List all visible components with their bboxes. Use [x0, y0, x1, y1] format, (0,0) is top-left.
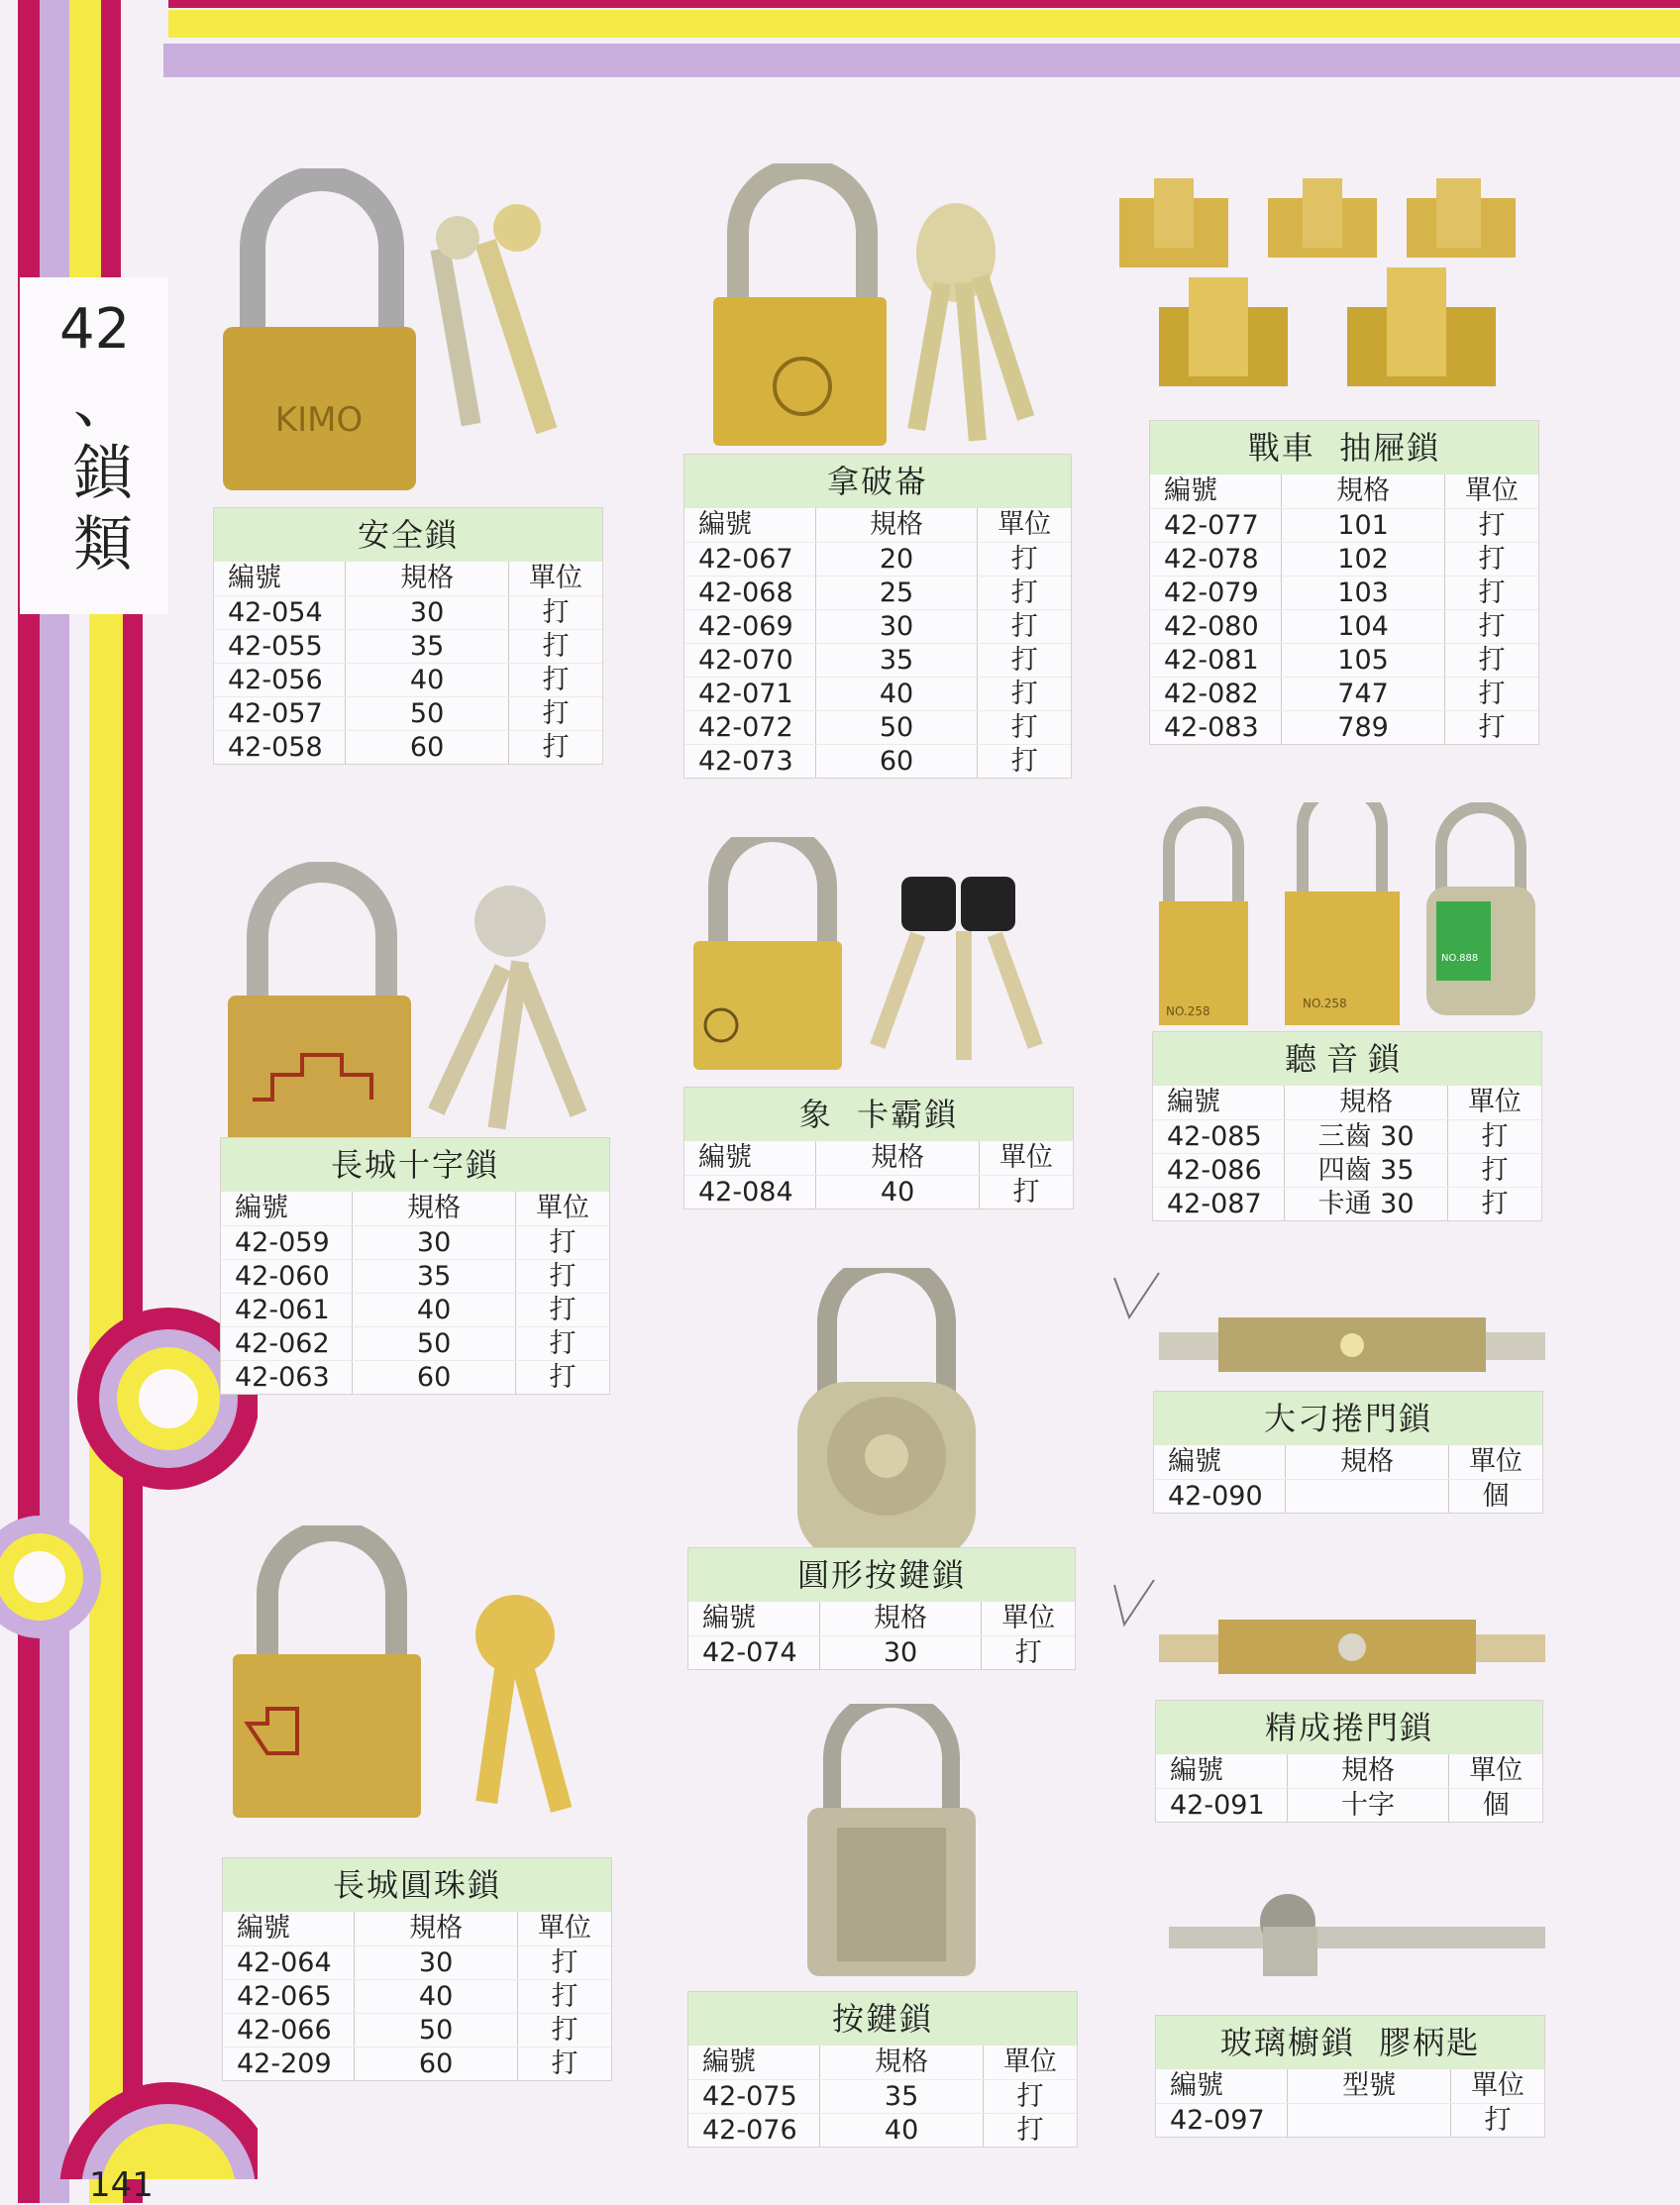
table-row	[1150, 609, 1538, 643]
cell-code: 42-077	[1150, 509, 1282, 542]
cell-spec: 50	[816, 711, 979, 744]
section-separator: 、	[73, 368, 133, 437]
table-row	[1153, 1119, 1541, 1153]
header-code: 編號	[684, 508, 816, 542]
kimo-padlock-photo	[198, 168, 614, 495]
product-table-elephant-lock	[683, 1087, 1074, 1209]
cell-unit: 打	[1478, 645, 1506, 676]
header-spec: 規格	[1282, 474, 1445, 508]
top-lavender-band	[163, 44, 1680, 77]
header-code: 編號	[684, 1141, 816, 1175]
cell-unit: 打	[1478, 578, 1506, 608]
cell-unit: 打	[551, 2015, 578, 2046]
cell-spec: 50	[355, 2014, 518, 2047]
table-header	[684, 508, 1071, 542]
cell-spec: 50	[353, 1327, 516, 1360]
cell-spec: 40	[353, 1294, 516, 1326]
header-spec: 規格	[353, 1192, 516, 1225]
table-row	[688, 2113, 1077, 2147]
cell-spec: 101	[1282, 509, 1445, 542]
cell-unit: 打	[1478, 544, 1506, 575]
cell-spec: 卡通 30	[1285, 1188, 1448, 1220]
cell-unit: 打	[1010, 544, 1038, 575]
cell-unit: 個	[1482, 1481, 1510, 1512]
header-spec: 規格	[816, 1141, 980, 1175]
header-model: 型號	[1288, 2069, 1451, 2103]
header-unit: 單位	[537, 1913, 591, 1943]
cell-code: 42-086	[1153, 1154, 1285, 1187]
cell-code: 42-087	[1153, 1188, 1285, 1220]
header-code: 編號	[1150, 474, 1282, 508]
table-header	[1156, 1754, 1542, 1788]
table-title: 按鍵鎖	[688, 1992, 1077, 2046]
cell-spec: 103	[1282, 577, 1445, 609]
cell-spec: 60	[353, 1361, 516, 1394]
combo-label-1: NO.258	[1166, 1004, 1210, 1018]
table-row	[221, 1225, 609, 1259]
cell-code: 42-069	[684, 610, 816, 643]
header-unit: 單位	[1469, 1755, 1523, 1786]
table-row	[1153, 1187, 1541, 1220]
cell-unit: 個	[1482, 1790, 1510, 1821]
cell-unit: 打	[1481, 1189, 1509, 1219]
cell-code: 42-065	[223, 1980, 355, 2013]
table-header	[1154, 1445, 1542, 1479]
cell-unit: 打	[542, 732, 570, 763]
table-row	[684, 710, 1071, 744]
header-code: 編號	[688, 2046, 820, 2079]
product-table-round-button-lock	[687, 1547, 1076, 1670]
great-wall-cross-padlock-photo	[213, 862, 629, 1149]
header-code: 編號	[1153, 1086, 1285, 1119]
table-row	[1150, 710, 1538, 744]
drawer-lock-photo	[1109, 168, 1565, 396]
cell-code: 42-059	[221, 1226, 353, 1259]
cell-unit: 打	[1010, 578, 1038, 608]
product-table-safety-lock	[213, 507, 603, 765]
cell-spec: 30	[346, 596, 509, 629]
table-row	[223, 2013, 611, 2047]
cell-code: 42-080	[1150, 610, 1282, 643]
section-title	[73, 367, 143, 580]
table-title: 大刁捲門鎖	[1154, 1392, 1542, 1445]
table-row	[1156, 2103, 1544, 2137]
cell-unit: 打	[551, 1981, 578, 2012]
cell-unit: 打	[1010, 712, 1038, 743]
table-row	[688, 1635, 1075, 1669]
napoleon-padlock-photo	[693, 163, 1070, 451]
cell-code: 42-084	[684, 1176, 816, 1208]
cell-spec: 102	[1282, 543, 1445, 576]
product-table-listening-lock	[1152, 1031, 1542, 1221]
table-title: 玻璃櫥鎖 膠柄匙	[1156, 2016, 1544, 2069]
header-code: 編號	[214, 562, 346, 595]
header-unit: 單位	[1467, 1087, 1522, 1117]
cell-unit: 打	[549, 1227, 577, 1258]
cell-unit: 打	[1014, 1637, 1042, 1668]
table-row	[684, 677, 1071, 710]
cell-unit: 打	[542, 631, 570, 662]
header-code: 編號	[1156, 2069, 1288, 2103]
table-row	[214, 730, 602, 764]
table-title: 拿破崙	[684, 455, 1071, 508]
cell-code: 42-076	[688, 2114, 820, 2147]
cell-unit: 打	[1010, 746, 1038, 777]
product-table-napoleon	[683, 454, 1072, 779]
cell-spec: 三齒 30	[1285, 1120, 1448, 1153]
left-yellow-stripe	[69, 0, 101, 277]
cell-spec: 747	[1282, 678, 1445, 710]
header-code: 編號	[223, 1912, 355, 1945]
decor-circles	[0, 1288, 258, 2179]
cell-code: 42-056	[214, 664, 346, 696]
cell-spec: 四齒 35	[1285, 1154, 1448, 1187]
table-title: 象 卡霸鎖	[684, 1088, 1073, 1141]
table-row	[221, 1259, 609, 1293]
header-spec: 規格	[1285, 1086, 1448, 1119]
cell-unit: 打	[1478, 510, 1506, 541]
table-row	[221, 1293, 609, 1326]
cell-unit: 打	[549, 1295, 577, 1325]
table-title: 精成捲門鎖	[1156, 1701, 1542, 1754]
table-row	[1150, 542, 1538, 576]
table-row	[684, 1175, 1073, 1208]
header-unit: 單位	[1002, 2047, 1057, 2077]
table-row	[221, 1360, 609, 1394]
cell-code: 42-067	[684, 543, 816, 576]
header-spec: 規格	[1286, 1445, 1449, 1479]
cell-spec	[1286, 1480, 1449, 1513]
push-button-padlock-photo	[797, 1704, 996, 1981]
cell-code: 42-055	[214, 630, 346, 663]
header-unit: 單位	[998, 1142, 1053, 1173]
cell-code: 42-090	[1154, 1480, 1286, 1513]
cell-unit: 打	[1010, 645, 1038, 676]
table-header	[221, 1192, 609, 1225]
cell-code: 42-079	[1150, 577, 1282, 609]
table-row	[684, 542, 1071, 576]
table-row	[223, 2047, 611, 2080]
cell-unit: 打	[542, 665, 570, 695]
cell-code: 42-097	[1156, 2104, 1288, 2137]
cell-code: 42-054	[214, 596, 346, 629]
table-header	[1150, 474, 1538, 508]
table-header	[688, 2046, 1077, 2079]
cell-spec: 789	[1282, 711, 1445, 744]
great-wall-ball-padlock-photo	[228, 1525, 644, 1823]
header-code: 編號	[1154, 1445, 1286, 1479]
table-row	[214, 629, 602, 663]
cell-code: 42-070	[684, 644, 816, 677]
combination-padlock-photo	[1154, 802, 1570, 1030]
header-code: 編號	[688, 1602, 820, 1635]
cell-code: 42-078	[1150, 543, 1282, 576]
cell-spec: 60	[816, 745, 979, 778]
header-spec: 規格	[820, 1602, 983, 1635]
table-row	[214, 595, 602, 629]
cell-code: 42-082	[1150, 678, 1282, 710]
cell-code: 42-058	[214, 731, 346, 764]
product-table-great-wall-ball	[222, 1857, 612, 2081]
product-table-daodiao-door-lock	[1153, 1391, 1543, 1514]
table-title: 長城十字鎖	[221, 1138, 609, 1192]
cell-unit: 打	[549, 1261, 577, 1292]
header-unit: 單位	[998, 509, 1052, 540]
cell-code: 42-081	[1150, 644, 1282, 677]
rolling-door-lock-photo	[1159, 1317, 1545, 1377]
section-name: 鎖類	[73, 439, 133, 579]
header-spec: 規格	[346, 562, 509, 595]
header-spec: 規格	[1288, 1754, 1450, 1788]
table-header	[1153, 1086, 1541, 1119]
cell-code: 42-072	[684, 711, 816, 744]
product-table-jingcheng-door-lock	[1155, 1700, 1543, 1823]
cell-spec: 104	[1282, 610, 1445, 643]
header-spec: 規格	[820, 2046, 984, 2079]
table-title: 圓形按鍵鎖	[688, 1548, 1075, 1602]
cell-unit: 打	[549, 1328, 577, 1359]
elephant-padlock-photo	[693, 837, 1070, 1075]
cell-spec: 40	[816, 678, 979, 710]
cell-code: 42-066	[223, 2014, 355, 2047]
table-header	[214, 562, 602, 595]
cell-spec: 50	[346, 697, 509, 730]
check-mark-1	[1109, 1268, 1169, 1327]
cell-spec: 40	[816, 1176, 980, 1208]
jingcheng-rolling-door-lock-photo	[1159, 1620, 1545, 1679]
cell-code: 42-063	[221, 1361, 353, 1394]
top-yellow-band	[168, 10, 1680, 38]
table-row	[1150, 576, 1538, 609]
cell-unit: 打	[542, 698, 570, 729]
table-header	[684, 1141, 1073, 1175]
product-table-great-wall-cross	[220, 1137, 610, 1395]
header-unit: 單位	[1468, 1446, 1522, 1477]
table-row	[223, 1979, 611, 2013]
kimo-label: KIMO	[274, 400, 364, 440]
table-row	[214, 663, 602, 696]
table-row	[1150, 508, 1538, 542]
cell-unit: 打	[551, 2048, 578, 2079]
cell-spec: 20	[816, 543, 979, 576]
table-row	[221, 1326, 609, 1360]
cell-code: 42-071	[684, 678, 816, 710]
cell-code: 42-060	[221, 1260, 353, 1293]
table-row	[684, 643, 1071, 677]
cell-spec: 40	[820, 2114, 984, 2147]
cell-unit: 打	[1478, 712, 1506, 743]
cell-code: 42-085	[1153, 1120, 1285, 1153]
cell-code: 42-061	[221, 1294, 353, 1326]
header-unit: 單位	[528, 563, 582, 593]
cell-spec: 30	[353, 1226, 516, 1259]
cell-spec: 35	[346, 630, 509, 663]
product-table-drawer-lock	[1149, 420, 1539, 745]
table-title: 長城圓珠鎖	[223, 1858, 611, 1912]
table-row	[1150, 677, 1538, 710]
cell-unit: 打	[1010, 611, 1038, 642]
table-header	[223, 1912, 611, 1945]
cell-unit: 打	[1016, 2081, 1044, 2112]
cell-spec: 40	[355, 1980, 518, 2013]
header-code: 編號	[1156, 1754, 1288, 1788]
table-title: 戰車 抽屜鎖	[1150, 421, 1538, 474]
round-button-padlock-photo	[788, 1268, 1005, 1565]
glass-cabinet-lock-photo	[1169, 1882, 1545, 1991]
top-magenta-line	[168, 0, 1680, 8]
cell-spec: 35	[820, 2080, 984, 2113]
cell-unit: 打	[1478, 679, 1506, 709]
check-mark-2	[1109, 1575, 1169, 1634]
product-table-glass-cabinet-lock	[1155, 2015, 1545, 2138]
cell-code: 42-068	[684, 577, 816, 609]
section-number: 42	[59, 297, 131, 362]
cell-spec: 40	[346, 664, 509, 696]
cell-spec: 30	[820, 1636, 983, 1669]
header-unit: 單位	[1470, 2070, 1524, 2101]
cell-unit: 打	[1010, 679, 1038, 709]
cell-unit: 打	[549, 1362, 577, 1393]
header-unit: 單位	[1464, 475, 1519, 506]
table-row	[214, 696, 602, 730]
table-header	[1156, 2069, 1544, 2103]
cell-unit: 打	[542, 597, 570, 628]
cell-unit: 打	[1481, 1121, 1509, 1152]
cell-code: 42-091	[1156, 1789, 1288, 1822]
cell-code: 42-057	[214, 697, 346, 730]
cell-spec: 35	[816, 644, 979, 677]
cell-unit: 打	[1481, 1155, 1509, 1186]
table-row	[684, 609, 1071, 643]
table-header	[688, 1602, 1075, 1635]
header-unit: 單位	[1001, 1603, 1056, 1633]
header-spec: 規格	[816, 508, 979, 542]
table-row	[1150, 643, 1538, 677]
cell-code: 42-209	[223, 2048, 355, 2080]
cell-code: 42-062	[221, 1327, 353, 1360]
cell-unit: 打	[1484, 2105, 1512, 2136]
table-row	[223, 1945, 611, 1979]
cell-model	[1288, 2104, 1451, 2137]
table-row	[1154, 1479, 1542, 1513]
header-spec: 規格	[355, 1912, 518, 1945]
cell-unit: 打	[551, 1947, 578, 1978]
cell-code: 42-073	[684, 745, 816, 778]
cell-spec: 30	[816, 610, 979, 643]
header-unit: 單位	[535, 1193, 589, 1223]
table-row	[1153, 1153, 1541, 1187]
cell-unit: 打	[1012, 1177, 1040, 1208]
cell-spec: 60	[355, 2048, 518, 2080]
left-magenta-stripe-2	[101, 0, 121, 277]
cell-unit: 打	[1478, 611, 1506, 642]
table-row	[1156, 1788, 1542, 1822]
page-number: 141	[89, 2165, 154, 2205]
cell-code: 42-083	[1150, 711, 1282, 744]
table-row	[688, 2079, 1077, 2113]
combo-label-3: NO.888	[1441, 953, 1479, 964]
cell-code: 42-075	[688, 2080, 820, 2113]
cell-code: 42-064	[223, 1946, 355, 1979]
table-title: 聽音鎖	[1153, 1032, 1541, 1086]
cell-code: 42-074	[688, 1636, 820, 1669]
cell-unit: 打	[1016, 2115, 1044, 2146]
cell-spec: 25	[816, 577, 979, 609]
cell-spec: 60	[346, 731, 509, 764]
table-title: 安全鎖	[214, 508, 602, 562]
cell-spec: 十字	[1288, 1789, 1450, 1822]
product-table-push-button-lock	[687, 1991, 1078, 2148]
combo-label-2: NO.258	[1303, 997, 1347, 1010]
cell-spec: 30	[355, 1946, 518, 1979]
table-row	[684, 744, 1071, 778]
cell-spec: 105	[1282, 644, 1445, 677]
table-row	[684, 576, 1071, 609]
header-code: 編號	[221, 1192, 353, 1225]
cell-spec: 35	[353, 1260, 516, 1293]
